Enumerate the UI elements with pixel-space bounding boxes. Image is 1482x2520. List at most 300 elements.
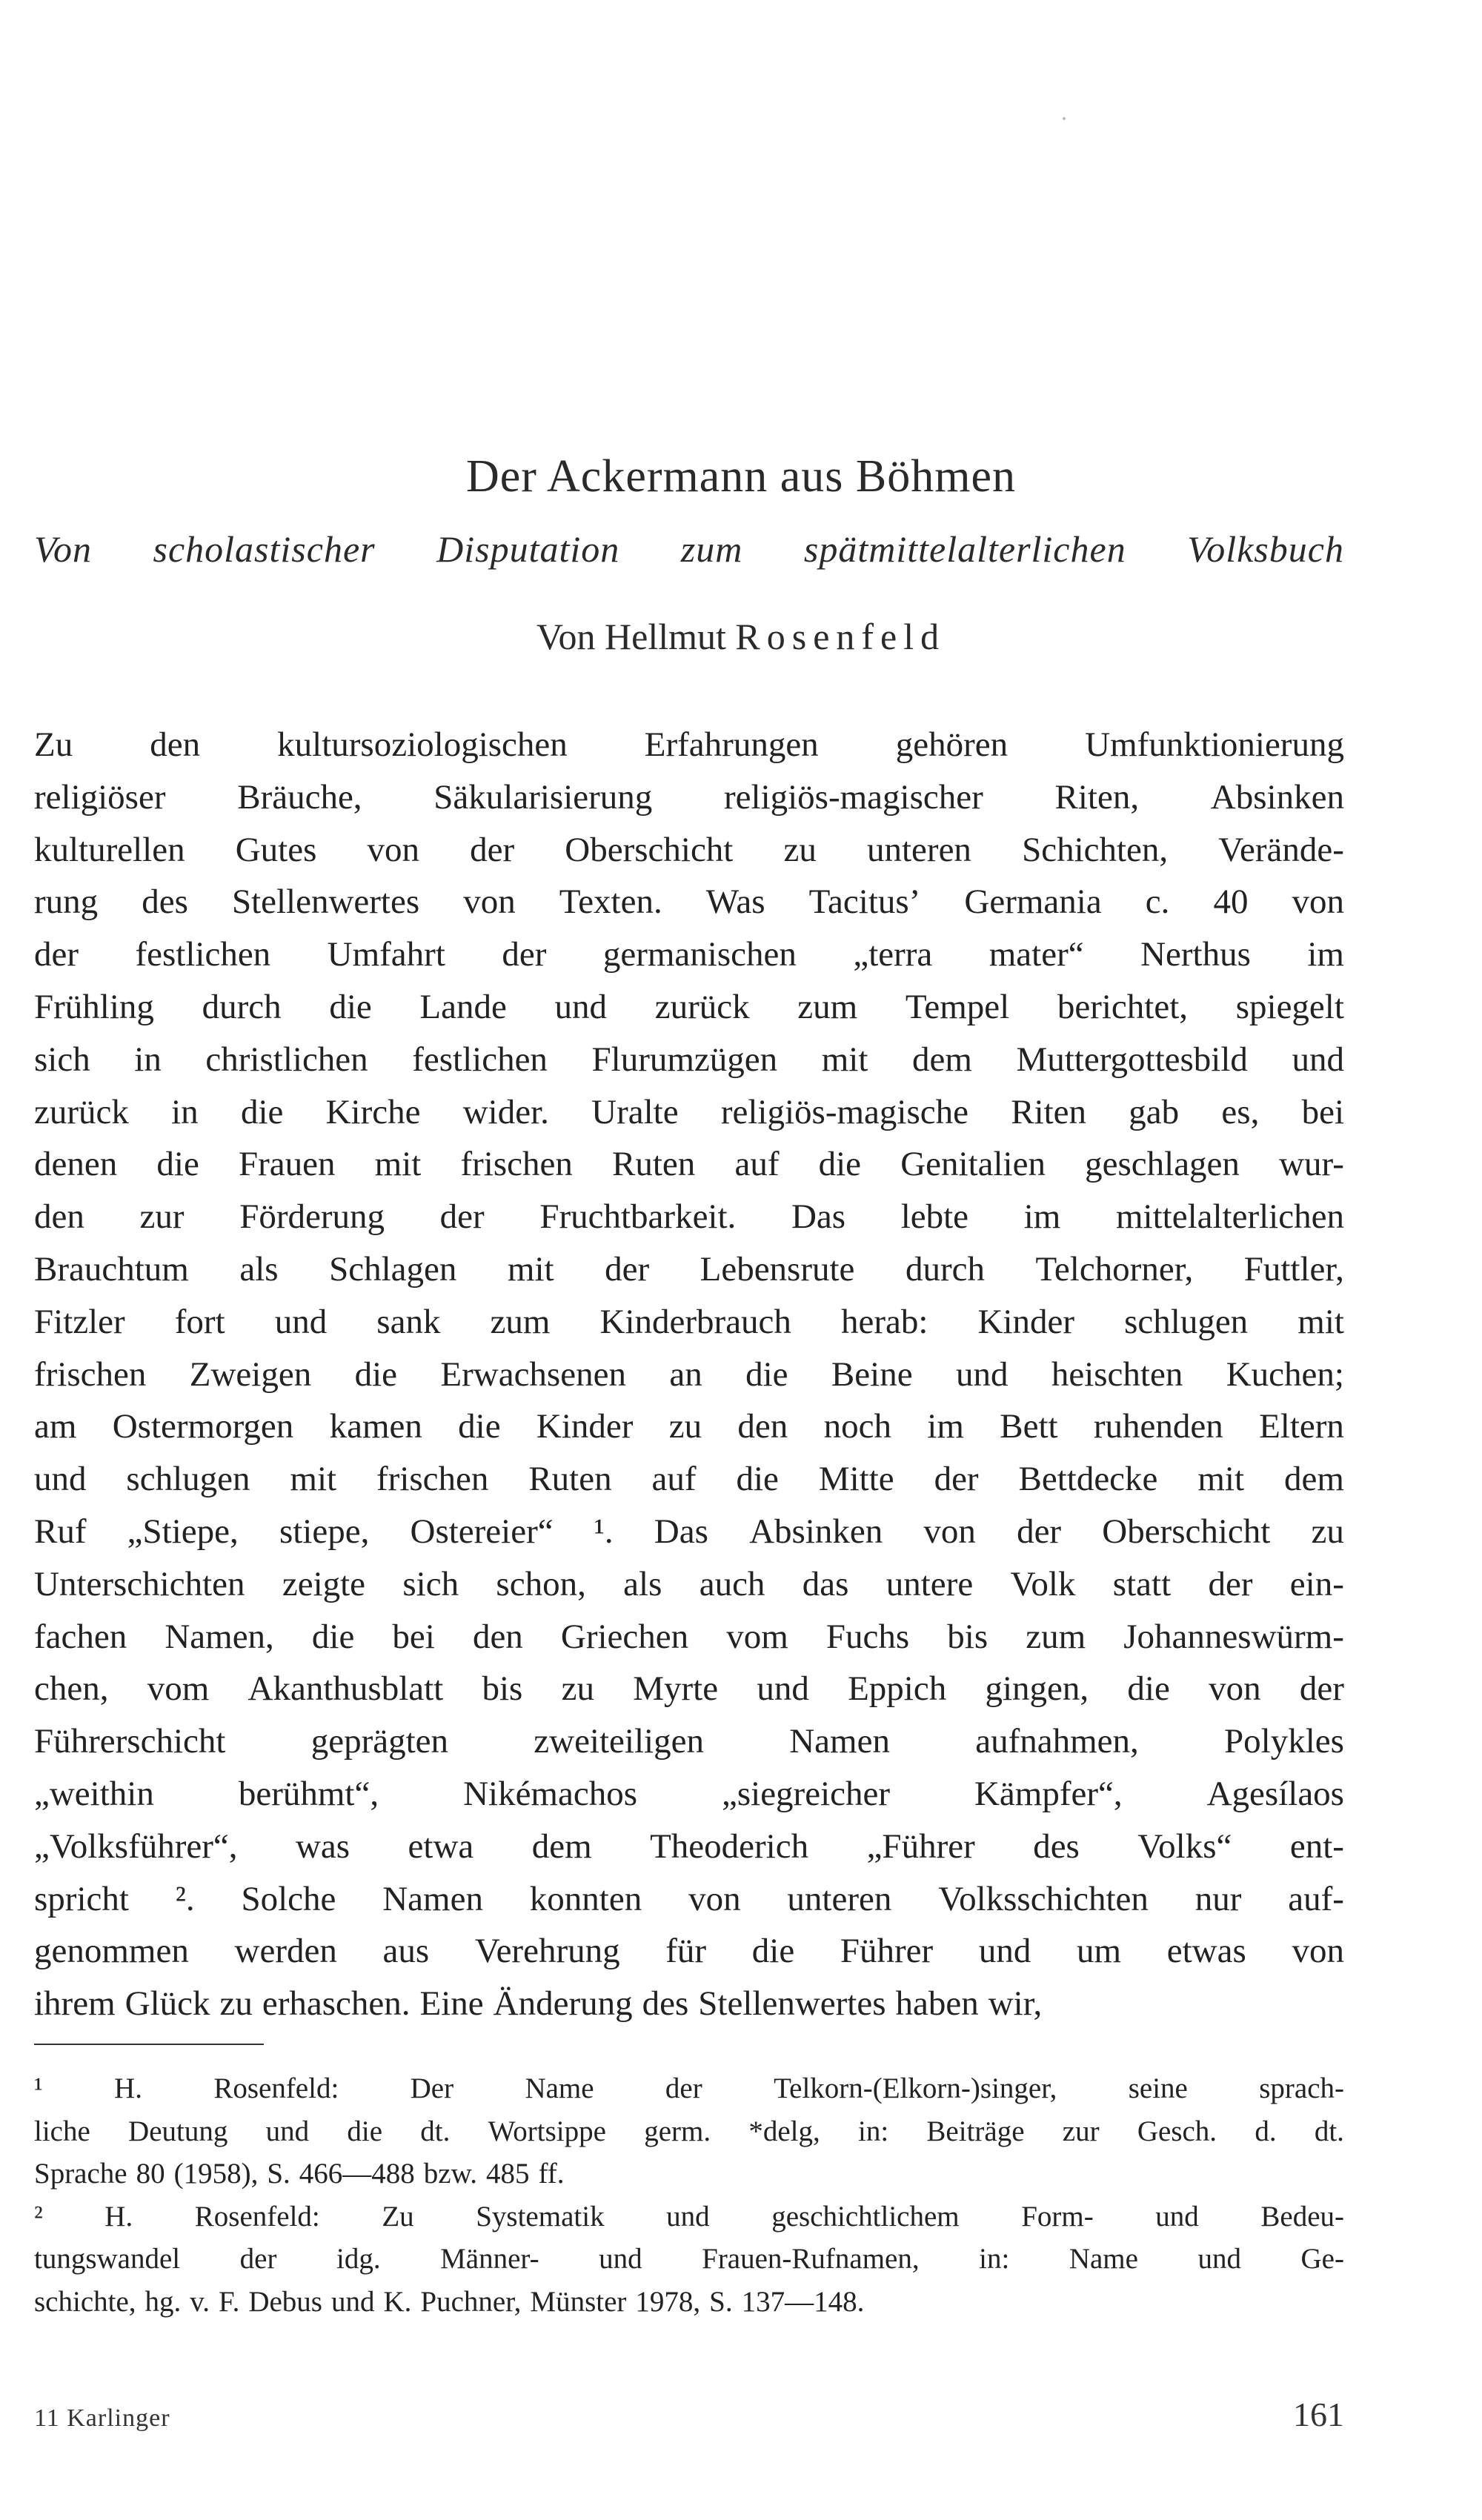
subtitle-word: spätmittelalterlichen	[803, 528, 1126, 570]
word: Kämpfer“,	[974, 1774, 1123, 1813]
word: liche	[34, 2115, 90, 2147]
word: zeigte	[282, 1564, 366, 1603]
word: Telchorner,	[1035, 1249, 1194, 1289]
word: Beine	[831, 1354, 913, 1394]
word: was	[295, 1826, 350, 1866]
word: des	[642, 1984, 689, 2024]
word: von	[367, 830, 420, 869]
word: Volk	[1010, 1564, 1076, 1603]
word: Muttergottesbild	[1016, 1040, 1248, 1079]
word: Frauen-Rufnamen,	[702, 2243, 920, 2275]
word: mit	[290, 1460, 337, 1499]
word: Tempel	[905, 987, 1010, 1026]
word: idg.	[336, 2243, 381, 2275]
body-line	[34, 1349, 1344, 1401]
word: Puchner,	[420, 2285, 522, 2318]
word: christlichen	[205, 1040, 368, 1079]
word: Form-	[1021, 2200, 1094, 2233]
author-prefix: Von Hellmut	[536, 616, 736, 657]
word: das	[802, 1564, 849, 1603]
word: die	[156, 1145, 199, 1184]
body-line	[34, 824, 1344, 877]
word: Ruten	[612, 1145, 696, 1184]
word: seine	[1128, 2072, 1188, 2104]
word: der	[605, 1249, 650, 1289]
word: Absinken	[749, 1512, 883, 1551]
body-line	[34, 981, 1344, 1034]
footnote-line	[34, 2110, 1344, 2153]
body-line	[34, 1138, 1344, 1191]
body-line	[34, 1191, 1344, 1243]
subtitle-word: Volksbuch	[1187, 528, 1344, 570]
word: von	[688, 1879, 741, 1918]
body-line	[34, 876, 1344, 928]
footnote-line	[34, 2067, 1344, 2110]
word: berühmt“,	[238, 1774, 379, 1813]
word: geprägten	[310, 1722, 448, 1761]
word: gab	[1129, 1092, 1180, 1131]
word: Uralte	[591, 1092, 679, 1131]
word: Eine	[419, 1984, 484, 2024]
word: Gutes	[235, 830, 317, 869]
word: den	[150, 725, 201, 764]
word: als	[239, 1249, 279, 1289]
word: und	[955, 1354, 1009, 1394]
word: frischen	[460, 1145, 573, 1184]
body-line	[34, 1243, 1344, 1296]
word: des	[142, 882, 188, 922]
word: mit	[374, 1145, 422, 1184]
word: Agesílaos	[1206, 1774, 1344, 1813]
footnote-line	[34, 2152, 1344, 2195]
word: Futtler,	[1243, 1249, 1344, 1289]
word: Schichten,	[1022, 830, 1169, 869]
word: Ruf	[34, 1512, 87, 1551]
word: Myrte	[633, 1669, 719, 1709]
word: sprach-	[1259, 2072, 1344, 2104]
subtitle-word: Disputation	[436, 528, 620, 570]
body-line	[34, 1086, 1344, 1139]
word: Kinder	[536, 1407, 634, 1446]
subtitle-word: Von	[34, 528, 92, 570]
word: bei	[1301, 1092, 1344, 1131]
body-line	[34, 928, 1344, 981]
word: Frauen	[238, 1145, 336, 1184]
word: Akanthusblatt	[247, 1669, 444, 1709]
word: die	[347, 2115, 383, 2147]
word: und	[1155, 2200, 1199, 2233]
word: der	[1017, 1512, 1062, 1551]
word: berichtet,	[1057, 987, 1189, 1026]
word: vom	[147, 1669, 210, 1709]
word: Beiträge	[926, 2115, 1025, 2147]
word: genommen	[34, 1932, 189, 1971]
word: schichte,	[34, 2285, 136, 2318]
word: die	[329, 987, 372, 1026]
word: v.	[190, 2285, 210, 2318]
article-subtitle	[34, 528, 1344, 571]
word: d.	[1255, 2115, 1277, 2147]
footnote-line	[34, 2281, 1344, 2324]
word: lebte	[900, 1197, 969, 1237]
word: hg.	[144, 2285, 182, 2318]
word: Genitalien	[900, 1145, 1046, 1184]
word: mater“	[988, 935, 1084, 974]
word: noch	[823, 1407, 891, 1446]
word: rung	[34, 882, 99, 922]
word: Eltern	[1259, 1407, 1344, 1446]
word: zurück	[654, 987, 750, 1026]
word: bis	[947, 1617, 988, 1656]
word: untere	[885, 1564, 974, 1603]
word: gehören	[895, 725, 1009, 764]
word: den	[472, 1617, 523, 1656]
word: Der	[410, 2072, 454, 2104]
word: Name	[525, 2072, 594, 2104]
word: Glück	[124, 1984, 210, 2024]
word: Stellenwertes	[698, 1984, 886, 2024]
word: ein-	[1289, 1564, 1344, 1603]
word: S.	[267, 2158, 290, 2190]
word: zu	[561, 1669, 594, 1709]
word: Absinken	[1210, 777, 1344, 817]
word: der	[665, 2072, 702, 2104]
word: Kuchen;	[1226, 1354, 1344, 1394]
word: spricht	[34, 1879, 129, 1918]
word: Kinder	[977, 1302, 1075, 1341]
word: der	[502, 935, 547, 974]
word: Nikémachos	[463, 1774, 637, 1813]
word: für	[665, 1932, 707, 1971]
word: sich	[402, 1564, 459, 1603]
word: religiöser	[34, 777, 166, 817]
word: zum	[490, 1302, 551, 1341]
word: Münster	[530, 2285, 627, 2318]
word: kulturellen	[34, 830, 185, 869]
page-number: 161	[1293, 2396, 1344, 2433]
word: 1978,	[635, 2285, 701, 2318]
word: Theoderich	[650, 1826, 809, 1866]
word: fort	[174, 1302, 225, 1341]
word: bei	[392, 1617, 435, 1656]
word: als	[623, 1564, 662, 1603]
word: Rosenfeld:	[194, 2200, 320, 2233]
word: ²	[34, 2200, 43, 2233]
word: Rosenfeld:	[213, 2072, 339, 2104]
word: und	[265, 2115, 310, 2147]
word: konnten	[529, 1879, 642, 1918]
word: mittelalterlichen	[1115, 1197, 1344, 1237]
word: Umfahrt	[327, 935, 445, 974]
word: Kirche	[325, 1092, 421, 1131]
word: Oberschicht	[1102, 1512, 1271, 1551]
word: Was	[705, 882, 765, 922]
footnote-divider	[34, 2044, 264, 2045]
word: Bettdecke	[1018, 1460, 1158, 1499]
word: ².	[175, 1879, 195, 1918]
word: spiegelt	[1235, 987, 1344, 1026]
word: Zu	[382, 2200, 414, 2233]
word: und	[1292, 1040, 1344, 1079]
word: haben	[895, 1984, 979, 2024]
word: Bedeu-	[1260, 2200, 1344, 2233]
word: Kinderbrauch	[599, 1302, 791, 1341]
word: Führerschicht	[34, 1722, 226, 1761]
word: Sprache	[34, 2158, 127, 2190]
word: frischen	[34, 1354, 147, 1394]
word: werden	[234, 1932, 337, 1971]
word: Ge-	[1300, 2243, 1344, 2275]
word: die	[736, 1460, 779, 1499]
word: Brauchtum	[34, 1249, 189, 1289]
word: Johanneswürm-	[1123, 1617, 1344, 1656]
body-line	[34, 1400, 1344, 1453]
word: Zu	[34, 725, 73, 764]
word: den	[737, 1407, 788, 1446]
word: zu	[783, 830, 817, 869]
word: religiös-magische	[720, 1092, 968, 1131]
word: festlichen	[135, 935, 271, 974]
word: Volks“	[1137, 1826, 1232, 1866]
word: Fruchtbarkeit.	[539, 1197, 737, 1237]
word: in	[134, 1040, 162, 1079]
article-title: Der Ackermann aus Böhmen	[466, 451, 1016, 502]
word: und	[757, 1669, 809, 1709]
word: mit	[821, 1040, 868, 1079]
word: „weithin	[34, 1774, 154, 1813]
word: aus	[382, 1932, 430, 1971]
word: 137—148.	[741, 2285, 865, 2318]
word: der	[1208, 1564, 1253, 1603]
word: unteren	[787, 1879, 892, 1918]
word: „Stiepe,	[127, 1512, 239, 1551]
word: religiös-magischer	[724, 777, 983, 817]
word: die	[745, 1354, 788, 1394]
footnotes	[34, 2067, 1344, 2323]
body-line	[34, 1034, 1344, 1086]
word: ¹.	[594, 1512, 614, 1551]
word: zu	[668, 1407, 702, 1446]
word: tungswandel	[34, 2243, 181, 2275]
word: Bräuche,	[237, 777, 362, 817]
body-line	[34, 1925, 1344, 1978]
word: „Volksführer“,	[34, 1826, 238, 1866]
word: wir,	[988, 1984, 1043, 2024]
word: auch	[699, 1564, 765, 1603]
word: Texten.	[559, 882, 662, 922]
footnote-line	[34, 2238, 1344, 2281]
word: S.	[709, 2285, 733, 2318]
word: Umfunktionierung	[1085, 725, 1344, 764]
word: (1958),	[173, 2158, 259, 2190]
body-line	[34, 771, 1344, 824]
word: K.	[383, 2285, 412, 2318]
word: der	[239, 2243, 277, 2275]
word: und	[1197, 2243, 1241, 2275]
word: es,	[1221, 1092, 1260, 1131]
word: Eppich	[848, 1669, 947, 1709]
word: frischen	[376, 1460, 489, 1499]
word: Fitzler	[34, 1302, 125, 1341]
word: der	[1299, 1669, 1344, 1709]
body-line	[34, 1821, 1344, 1873]
word: „terra	[853, 935, 933, 974]
word: der	[470, 830, 515, 869]
word: die	[1127, 1669, 1170, 1709]
word: Polykles	[1224, 1722, 1344, 1761]
word: denen	[34, 1145, 118, 1184]
body-line	[34, 1611, 1344, 1663]
word: die	[458, 1407, 501, 1446]
word: Verände-	[1218, 830, 1344, 869]
word: schlugen	[1124, 1302, 1249, 1341]
word: zu	[219, 1984, 253, 2024]
word: im	[927, 1407, 964, 1446]
word: germ.	[644, 2115, 711, 2147]
word: 80	[136, 2158, 165, 2190]
word: Tacitus’	[808, 882, 921, 922]
word: und	[554, 987, 608, 1026]
body-line	[34, 1453, 1344, 1506]
word: schlugen	[126, 1460, 250, 1499]
word: Griechen	[560, 1617, 689, 1656]
word: herab:	[841, 1302, 928, 1341]
word: um	[1077, 1932, 1122, 1971]
word: Flurumzügen	[591, 1040, 778, 1079]
word: die	[751, 1932, 795, 1971]
word: Nerthus	[1140, 935, 1251, 974]
word: Ostermorgen	[112, 1407, 294, 1446]
word: mit	[507, 1249, 554, 1289]
article-author	[0, 615, 1482, 658]
word: etwa	[408, 1826, 474, 1866]
word: durch	[905, 1249, 985, 1289]
word: erhaschen.	[262, 1984, 411, 2024]
body-line	[34, 1873, 1344, 1926]
word: von	[1209, 1669, 1261, 1709]
word: Oberschicht	[565, 830, 734, 869]
word: zur	[1062, 2115, 1100, 2147]
word: in:	[979, 2243, 1010, 2275]
word: zum	[1026, 1617, 1086, 1656]
word: *delg,	[748, 2115, 820, 2147]
word: fachen	[34, 1617, 127, 1656]
word: mit	[1297, 1302, 1344, 1341]
word: sich	[34, 1040, 90, 1079]
word: von	[923, 1512, 976, 1551]
word: und	[34, 1460, 87, 1499]
scan-speck	[1063, 117, 1066, 120]
word: stiepe,	[279, 1512, 370, 1551]
word: Ruten	[528, 1460, 612, 1499]
word: Telkorn-(Elkorn-)singer,	[774, 2072, 1057, 2104]
word: Wortsippe	[488, 2115, 606, 2147]
word: ruhenden	[1093, 1407, 1223, 1446]
body-line	[34, 1715, 1344, 1768]
body-line	[34, 1663, 1344, 1715]
word: unteren	[867, 830, 971, 869]
word: kultursoziologischen	[277, 725, 568, 764]
word: Gesch.	[1137, 2115, 1217, 2147]
word: 485	[486, 2158, 530, 2190]
word: Lebensrute	[700, 1249, 855, 1289]
word: Mitte	[818, 1460, 894, 1499]
word: Bett	[1000, 1407, 1058, 1446]
word: Erfahrungen	[644, 725, 819, 764]
word: Zweigen	[189, 1354, 312, 1394]
word: und	[978, 1932, 1031, 1971]
word: Lande	[419, 987, 507, 1026]
subtitle-word: scholastischer	[153, 528, 376, 570]
word: zu	[1311, 1512, 1344, 1551]
word: etwas	[1166, 1932, 1246, 1971]
word: von	[463, 882, 516, 922]
word: ent-	[1289, 1826, 1344, 1866]
word: nur	[1194, 1879, 1242, 1918]
word: den	[34, 1197, 84, 1237]
word: in	[171, 1092, 199, 1131]
word: wur-	[1279, 1145, 1344, 1184]
word: dem	[911, 1040, 972, 1079]
word: der	[934, 1460, 979, 1499]
footnote-line	[34, 2195, 1344, 2238]
word: die	[818, 1145, 862, 1184]
word: Frühling	[34, 987, 154, 1026]
word: auf	[734, 1145, 780, 1184]
word: ¹	[34, 2072, 43, 2104]
word: Systematik	[476, 2200, 605, 2233]
word: mit	[1197, 1460, 1245, 1499]
word: am	[34, 1407, 77, 1446]
word: Stellenwertes	[231, 882, 420, 922]
body-line	[34, 1296, 1344, 1349]
word: dem	[531, 1826, 592, 1866]
word: bzw.	[423, 2158, 477, 2190]
word: bis	[482, 1669, 523, 1709]
word: Säkularisierung	[433, 777, 653, 817]
word: Erwachsenen	[440, 1354, 626, 1394]
word: die	[311, 1617, 355, 1656]
word: Förderung	[239, 1197, 385, 1237]
word: Ostereier“	[410, 1512, 554, 1551]
subtitle-word: zum	[680, 528, 743, 570]
body-line	[34, 719, 1344, 771]
author-name: Rosenfeld	[735, 616, 946, 657]
word: Namen	[382, 1879, 483, 1918]
word: Männer-	[440, 2243, 539, 2275]
body-line	[34, 1558, 1344, 1611]
word: dem	[1283, 1460, 1344, 1499]
word: Das	[791, 1197, 846, 1237]
word: der	[34, 935, 79, 974]
word: die	[354, 1354, 398, 1394]
word: chen,	[34, 1669, 109, 1709]
word: auf-	[1288, 1879, 1344, 1918]
word: und	[274, 1302, 328, 1341]
word: sank	[376, 1302, 441, 1341]
word: dt.	[420, 2115, 451, 2147]
word: F.	[219, 2285, 240, 2318]
word: durch	[202, 987, 282, 1026]
word: H.	[114, 2072, 142, 2104]
word: wider.	[462, 1092, 549, 1131]
word: auf	[651, 1460, 697, 1499]
printer-signature: 11 Karlinger	[34, 2404, 170, 2432]
word: Namen	[789, 1722, 890, 1761]
word: ff.	[538, 2158, 565, 2190]
word: geschlagen	[1085, 1145, 1240, 1184]
word: heischten	[1051, 1354, 1183, 1394]
